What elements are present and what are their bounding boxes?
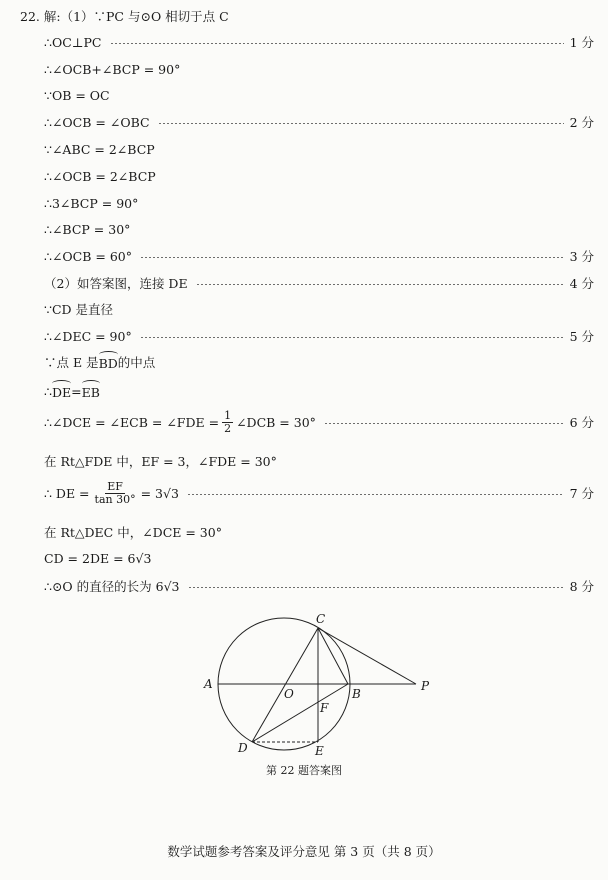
score-label: 3 分 [569, 249, 594, 264]
leader-dots [196, 284, 564, 285]
solution-line-final [44, 576, 594, 596]
solution-line [44, 219, 594, 239]
solution-line-text: ∴OC⊥PC [44, 34, 102, 50]
solution-line-text: ∵CD 是直径 [44, 302, 114, 317]
score-label: 6 分 [569, 415, 594, 430]
cd-text: CD = 2DE = 6√3 [44, 550, 152, 566]
solution-line-text: ∴∠BCP = 30° [44, 221, 131, 237]
solution-line-text: ∴∠DEC = 90° [44, 328, 132, 344]
label-o: O [284, 687, 294, 701]
score-label: 5 分 [569, 329, 594, 344]
solution-line-rt-fde [44, 451, 594, 471]
solution-line-rt-dec [44, 522, 594, 542]
score-label: 2 分 [569, 115, 594, 130]
solution-line [44, 166, 594, 186]
label-b: B [352, 687, 361, 701]
circle-o [218, 618, 350, 750]
solution-line-text: ∴∠OCB = 60° [44, 248, 133, 264]
solution-line [44, 246, 594, 266]
fraction-numerator: 1 [224, 408, 232, 422]
label-a: A [204, 677, 213, 691]
solution-line-text: ∵∠ABC = 2∠BCP [44, 141, 155, 157]
de-text-pre: ∴ DE = [44, 485, 90, 501]
rt-fde-text: 在 Rt△FDE 中，EF = 3，∠FDE = 30° [44, 454, 277, 469]
midpoint-text-post: 的中点 [117, 355, 156, 370]
solution-line-text: ∴∠OCB+∠BCP = 90° [44, 61, 181, 77]
label-p: P [421, 679, 430, 693]
segment-cd [252, 628, 318, 742]
solution-line [44, 299, 594, 319]
score-label: 4 分 [569, 276, 594, 291]
solution-line [20, 6, 594, 26]
solution-line-de [44, 476, 594, 510]
solution-line-text: ∴∠OCB = ∠OBC [44, 114, 150, 130]
segment-cp [318, 628, 416, 684]
label-e: E [315, 744, 324, 758]
leader-dots [187, 494, 564, 495]
solution-line [44, 139, 594, 159]
segment-cb [318, 628, 348, 684]
solution-line-text: 22. 解:（1）∵PC 与⊙O 相切于点 C [20, 9, 229, 24]
fraction-denominator: 2 [224, 421, 232, 435]
final-text: ∴⊙O 的直径的长为 6√3 [44, 579, 180, 594]
solution-line-cd [44, 548, 594, 568]
solution-line-midpoint [44, 352, 594, 372]
solution-line-equal-arcs [44, 381, 594, 401]
fraction-denominator: tan 30° [94, 492, 136, 506]
page-footer: 数学试题参考答案及评分意见 第 3 页（共 8 页） [167, 844, 441, 859]
solution-line [44, 112, 594, 132]
half-text-post: ∠DCB = 30° [236, 414, 316, 430]
label-d: D [238, 741, 248, 755]
leader-dots [140, 257, 564, 258]
score-label: 1 分 [569, 35, 594, 50]
fraction-numerator: EF [107, 479, 123, 493]
solution-line-text: ∵OB = OC [44, 87, 110, 103]
score-label: 8 分 [569, 579, 594, 594]
leader-dots [140, 337, 564, 338]
midpoint-text-pre: ∵点 E 是 [44, 355, 99, 370]
arcs-text-pre: ∴ [44, 383, 52, 399]
solution-line [44, 59, 594, 79]
solution-line [44, 193, 594, 213]
solution-line-text: ∴∠OCB = 2∠BCP [44, 168, 156, 184]
half-text-pre: ∴∠DCE = ∠ECB = ∠FDE = [44, 414, 220, 430]
fraction-one-half [222, 410, 233, 435]
arcs-text-mid: = [71, 383, 82, 399]
leader-dots [110, 43, 564, 44]
de-text-post: = 3√3 [140, 485, 179, 501]
score-label: 7 分 [569, 486, 594, 501]
segment-db [252, 684, 348, 742]
solution-line [44, 273, 594, 293]
rt-dec-text: 在 Rt△DEC 中，∠DCE = 30° [44, 525, 222, 540]
solution-line-text: （2）如答案图，连接 DE [44, 276, 188, 291]
leader-dots [188, 587, 564, 588]
solution-line-half-angle [44, 405, 594, 439]
figure-caption: 第 22 题答案图 [266, 764, 342, 777]
arc-bd: BD [98, 355, 118, 371]
solution-line [44, 85, 594, 105]
arc-eb: EB [81, 384, 100, 400]
leader-dots [324, 423, 564, 424]
arc-de: DE [51, 384, 72, 400]
fraction-ef-over-tan [93, 481, 138, 506]
solution-line [44, 326, 594, 346]
label-f: F [320, 701, 329, 715]
leader-dots [158, 123, 564, 124]
label-c: C [316, 612, 326, 626]
solution-line-text: ∴3∠BCP = 90° [44, 195, 139, 211]
solution-line [44, 32, 594, 52]
